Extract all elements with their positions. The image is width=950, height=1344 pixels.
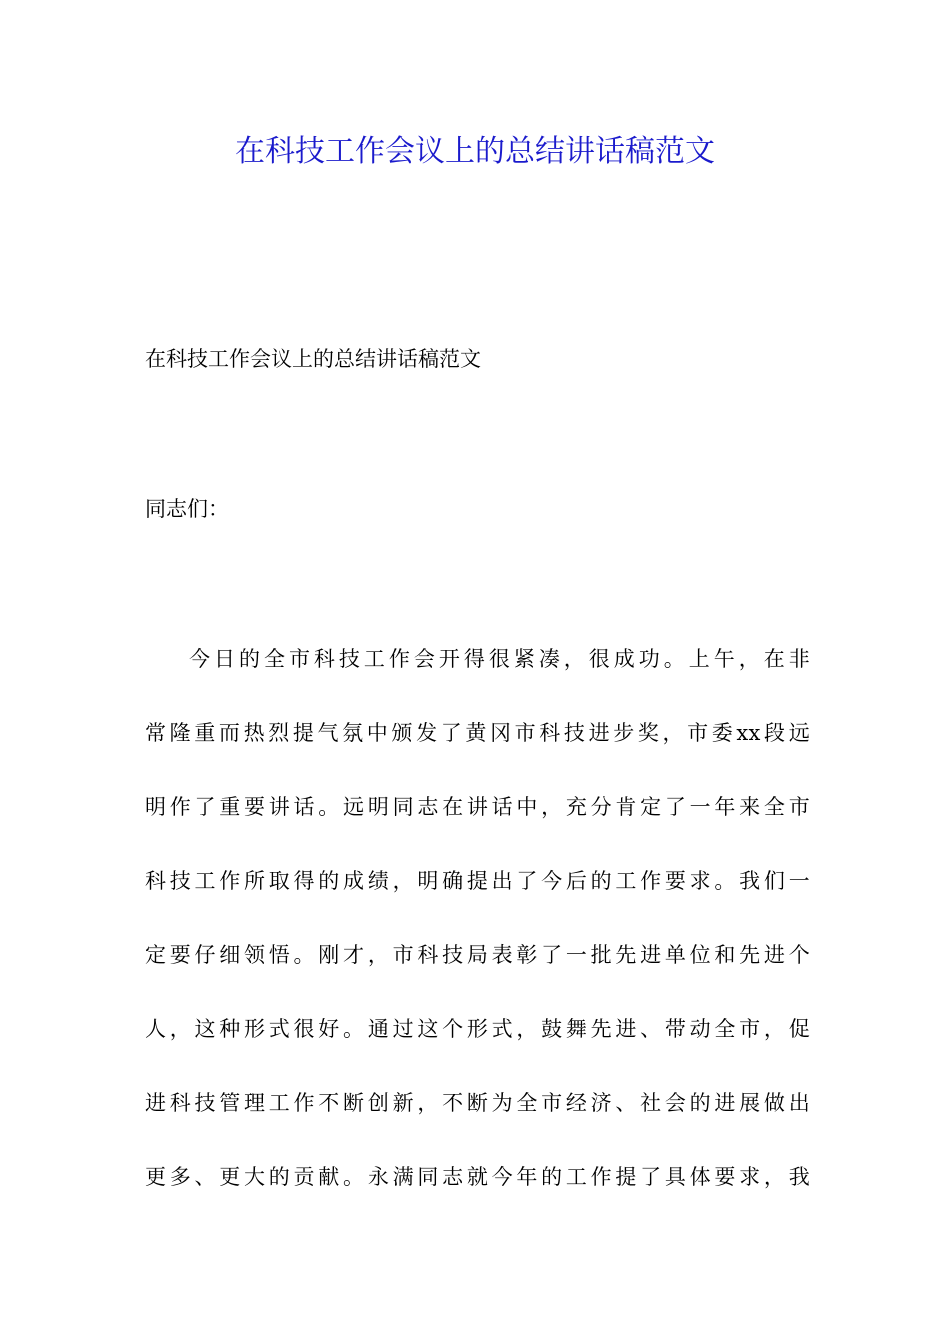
greeting: 同志们： [145, 497, 229, 521]
body-line: 明作了重要讲话。远明同志在讲话中，充分肯定了一年来全市 [145, 795, 810, 819]
body-line: 更多、更大的贡献。永满同志就今年的工作提了具体要求，我 [145, 1165, 810, 1189]
body-line: 常隆重而热烈提气氛中颁发了黄冈市科技进步奖，市委xx段远 [145, 721, 810, 745]
body-line: 定要仔细领悟。刚才，市科技局表彰了一批先进单位和先进个 [145, 943, 810, 967]
body-line: 今日的全市科技工作会开得很紧凑，很成功。上午，在非 [189, 647, 810, 671]
document-title: 在科技工作会议上的总结讲话稿范文 [235, 134, 715, 169]
body-line: 进科技管理工作不断创新，不断为全市经济、社会的进展做出 [145, 1091, 810, 1115]
body-line: 科技工作所取得的成绩，明确提出了今后的工作要求。我们一 [145, 869, 810, 893]
body-line: 人，这种形式很好。通过这个形式，鼓舞先进、带动全市，促 [145, 1017, 810, 1041]
body-paragraph [145, 642, 810, 1234]
document-subtitle: 在科技工作会议上的总结讲话稿范文 [145, 347, 481, 371]
